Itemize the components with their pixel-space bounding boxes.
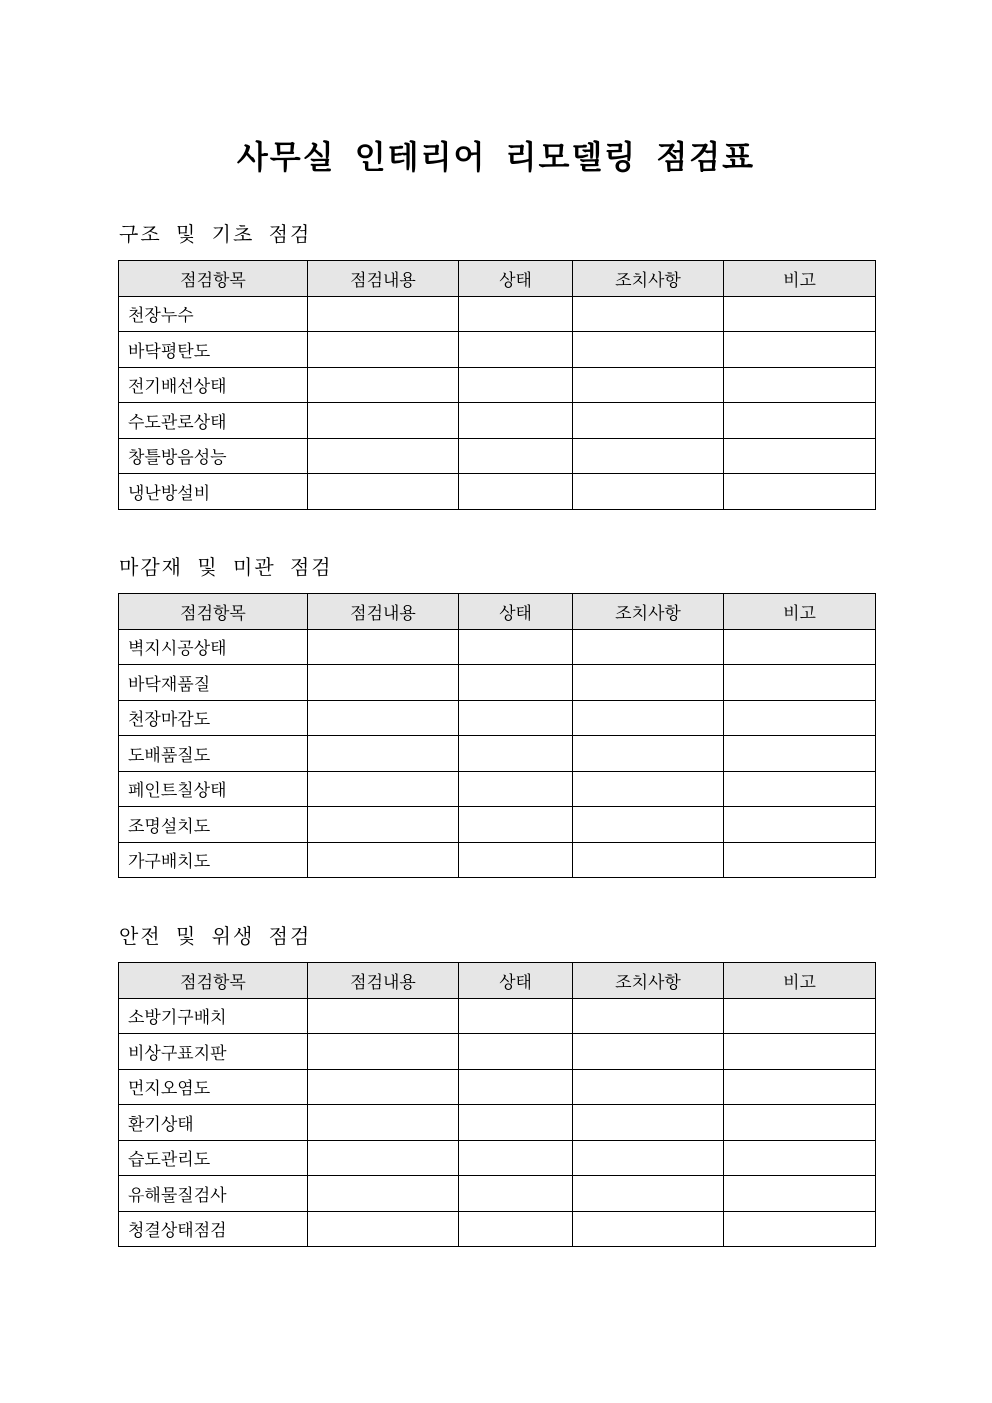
content-cell[interactable] xyxy=(308,736,459,772)
table-row xyxy=(119,842,876,878)
item-cell: 유해물질검사 xyxy=(119,1176,308,1212)
action-cell[interactable] xyxy=(573,700,724,736)
content-cell[interactable] xyxy=(308,629,459,665)
item-cell: 조명설치도 xyxy=(119,807,308,843)
note-cell[interactable] xyxy=(724,665,876,701)
content-cell[interactable] xyxy=(308,842,459,878)
column-header-item: 점검항목 xyxy=(119,261,308,297)
table-header-row xyxy=(119,261,876,297)
action-cell[interactable] xyxy=(573,1176,724,1212)
checklist-table xyxy=(118,593,876,878)
table-header-row xyxy=(119,594,876,630)
action-cell[interactable] xyxy=(573,736,724,772)
section-finish xyxy=(118,552,875,878)
table-row xyxy=(119,771,876,807)
table-row xyxy=(119,998,876,1034)
content-cell[interactable] xyxy=(308,665,459,701)
section-title: 구조 및 기초 점검 xyxy=(119,222,312,246)
content-cell[interactable] xyxy=(308,1069,459,1105)
section-safety xyxy=(118,921,875,1247)
table-row xyxy=(119,474,876,510)
section-title: 마감재 및 미관 점검 xyxy=(119,555,333,579)
note-cell[interactable] xyxy=(724,842,876,878)
note-cell[interactable] xyxy=(724,998,876,1034)
status-cell[interactable] xyxy=(459,1069,573,1105)
table-row xyxy=(119,1069,876,1105)
status-cell[interactable] xyxy=(459,842,573,878)
content-cell[interactable] xyxy=(308,438,459,474)
column-header-item: 점검항목 xyxy=(119,594,308,630)
action-cell[interactable] xyxy=(573,807,724,843)
item-cell: 바닥재품질 xyxy=(119,665,308,701)
table-row xyxy=(119,700,876,736)
content-cell[interactable] xyxy=(308,771,459,807)
status-cell[interactable] xyxy=(459,1140,573,1176)
content-cell[interactable] xyxy=(308,1140,459,1176)
action-cell[interactable] xyxy=(573,1069,724,1105)
note-cell[interactable] xyxy=(724,629,876,665)
table-row xyxy=(119,1034,876,1070)
column-header-status: 상태 xyxy=(459,594,573,630)
table-row xyxy=(119,665,876,701)
status-cell[interactable] xyxy=(459,1211,573,1247)
item-cell: 습도관리도 xyxy=(119,1140,308,1176)
column-header-note: 비고 xyxy=(724,963,876,999)
note-cell[interactable] xyxy=(724,700,876,736)
table-row xyxy=(119,629,876,665)
note-cell[interactable] xyxy=(724,1034,876,1070)
table-row xyxy=(119,1211,876,1247)
item-cell: 바닥평탄도 xyxy=(119,332,308,368)
item-cell: 천장마감도 xyxy=(119,700,308,736)
content-cell[interactable] xyxy=(308,474,459,510)
note-cell[interactable] xyxy=(724,1211,876,1247)
content-cell[interactable] xyxy=(308,1176,459,1212)
status-cell[interactable] xyxy=(459,629,573,665)
item-cell: 수도관로상태 xyxy=(119,403,308,439)
note-cell[interactable] xyxy=(724,1140,876,1176)
table-row xyxy=(119,1105,876,1141)
note-cell[interactable] xyxy=(724,1105,876,1141)
content-cell[interactable] xyxy=(308,403,459,439)
note-cell[interactable] xyxy=(724,367,876,403)
status-cell[interactable] xyxy=(459,403,573,439)
checklist-table xyxy=(118,260,876,510)
column-header-content: 점검내용 xyxy=(308,594,459,630)
content-cell[interactable] xyxy=(308,700,459,736)
item-cell: 가구배치도 xyxy=(119,842,308,878)
item-cell: 소방기구배치 xyxy=(119,998,308,1034)
content-cell[interactable] xyxy=(308,1105,459,1141)
note-cell[interactable] xyxy=(724,474,876,510)
action-cell[interactable] xyxy=(573,842,724,878)
status-cell[interactable] xyxy=(459,438,573,474)
table-row xyxy=(119,1176,876,1212)
status-cell[interactable] xyxy=(459,736,573,772)
item-cell: 냉난방설비 xyxy=(119,474,308,510)
action-cell[interactable] xyxy=(573,629,724,665)
section-structure xyxy=(118,219,875,510)
action-cell[interactable] xyxy=(573,1034,724,1070)
table-header-row xyxy=(119,963,876,999)
note-cell[interactable] xyxy=(724,332,876,368)
item-cell: 창틀방음성능 xyxy=(119,438,308,474)
page-title: 사무실 인테리어 리모델링 점검표 xyxy=(236,138,756,176)
note-cell[interactable] xyxy=(724,438,876,474)
content-cell[interactable] xyxy=(308,998,459,1034)
action-cell[interactable] xyxy=(573,438,724,474)
content-cell[interactable] xyxy=(308,367,459,403)
action-cell[interactable] xyxy=(573,403,724,439)
note-cell[interactable] xyxy=(724,771,876,807)
action-cell[interactable] xyxy=(573,474,724,510)
status-cell[interactable] xyxy=(459,1034,573,1070)
note-cell[interactable] xyxy=(724,807,876,843)
item-cell: 먼지오염도 xyxy=(119,1069,308,1105)
action-cell[interactable] xyxy=(573,1211,724,1247)
column-header-action: 조치사항 xyxy=(573,594,724,630)
item-cell: 벽지시공상태 xyxy=(119,629,308,665)
item-cell: 페인트칠상태 xyxy=(119,771,308,807)
column-header-action: 조치사항 xyxy=(573,261,724,297)
table-row xyxy=(119,1140,876,1176)
item-cell: 전기배선상태 xyxy=(119,367,308,403)
action-cell[interactable] xyxy=(573,665,724,701)
item-cell: 도배품질도 xyxy=(119,736,308,772)
status-cell[interactable] xyxy=(459,1176,573,1212)
content-cell[interactable] xyxy=(308,1034,459,1070)
action-cell[interactable] xyxy=(573,296,724,332)
note-cell[interactable] xyxy=(724,296,876,332)
content-cell[interactable] xyxy=(308,296,459,332)
note-cell[interactable] xyxy=(724,736,876,772)
column-header-status: 상태 xyxy=(459,261,573,297)
status-cell[interactable] xyxy=(459,700,573,736)
item-cell: 천장누수 xyxy=(119,296,308,332)
section-title: 안전 및 위생 점검 xyxy=(119,924,312,948)
action-cell[interactable] xyxy=(573,1105,724,1141)
status-cell[interactable] xyxy=(459,332,573,368)
status-cell[interactable] xyxy=(459,474,573,510)
item-cell: 청결상태점검 xyxy=(119,1211,308,1247)
content-cell[interactable] xyxy=(308,332,459,368)
status-cell[interactable] xyxy=(459,367,573,403)
column-header-note: 비고 xyxy=(724,594,876,630)
action-cell[interactable] xyxy=(573,771,724,807)
action-cell[interactable] xyxy=(573,1140,724,1176)
note-cell[interactable] xyxy=(724,403,876,439)
table-row xyxy=(119,403,876,439)
status-cell[interactable] xyxy=(459,807,573,843)
action-cell[interactable] xyxy=(573,998,724,1034)
column-header-content: 점검내용 xyxy=(308,261,459,297)
table-row xyxy=(119,438,876,474)
note-cell[interactable] xyxy=(724,1176,876,1212)
checklist-table xyxy=(118,962,876,1247)
table-row xyxy=(119,296,876,332)
table-row xyxy=(119,332,876,368)
status-cell[interactable] xyxy=(459,1105,573,1141)
column-header-content: 점검내용 xyxy=(308,963,459,999)
table-row xyxy=(119,367,876,403)
table-row xyxy=(119,736,876,772)
action-cell[interactable] xyxy=(573,332,724,368)
status-cell[interactable] xyxy=(459,296,573,332)
action-cell[interactable] xyxy=(573,367,724,403)
content-cell[interactable] xyxy=(308,807,459,843)
status-cell[interactable] xyxy=(459,665,573,701)
item-cell: 비상구표지판 xyxy=(119,1034,308,1070)
note-cell[interactable] xyxy=(724,1069,876,1105)
status-cell[interactable] xyxy=(459,998,573,1034)
column-header-note: 비고 xyxy=(724,261,876,297)
column-header-status: 상태 xyxy=(459,963,573,999)
column-header-action: 조치사항 xyxy=(573,963,724,999)
column-header-item: 점검항목 xyxy=(119,963,308,999)
content-cell[interactable] xyxy=(308,1211,459,1247)
status-cell[interactable] xyxy=(459,771,573,807)
table-row xyxy=(119,807,876,843)
item-cell: 환기상태 xyxy=(119,1105,308,1141)
